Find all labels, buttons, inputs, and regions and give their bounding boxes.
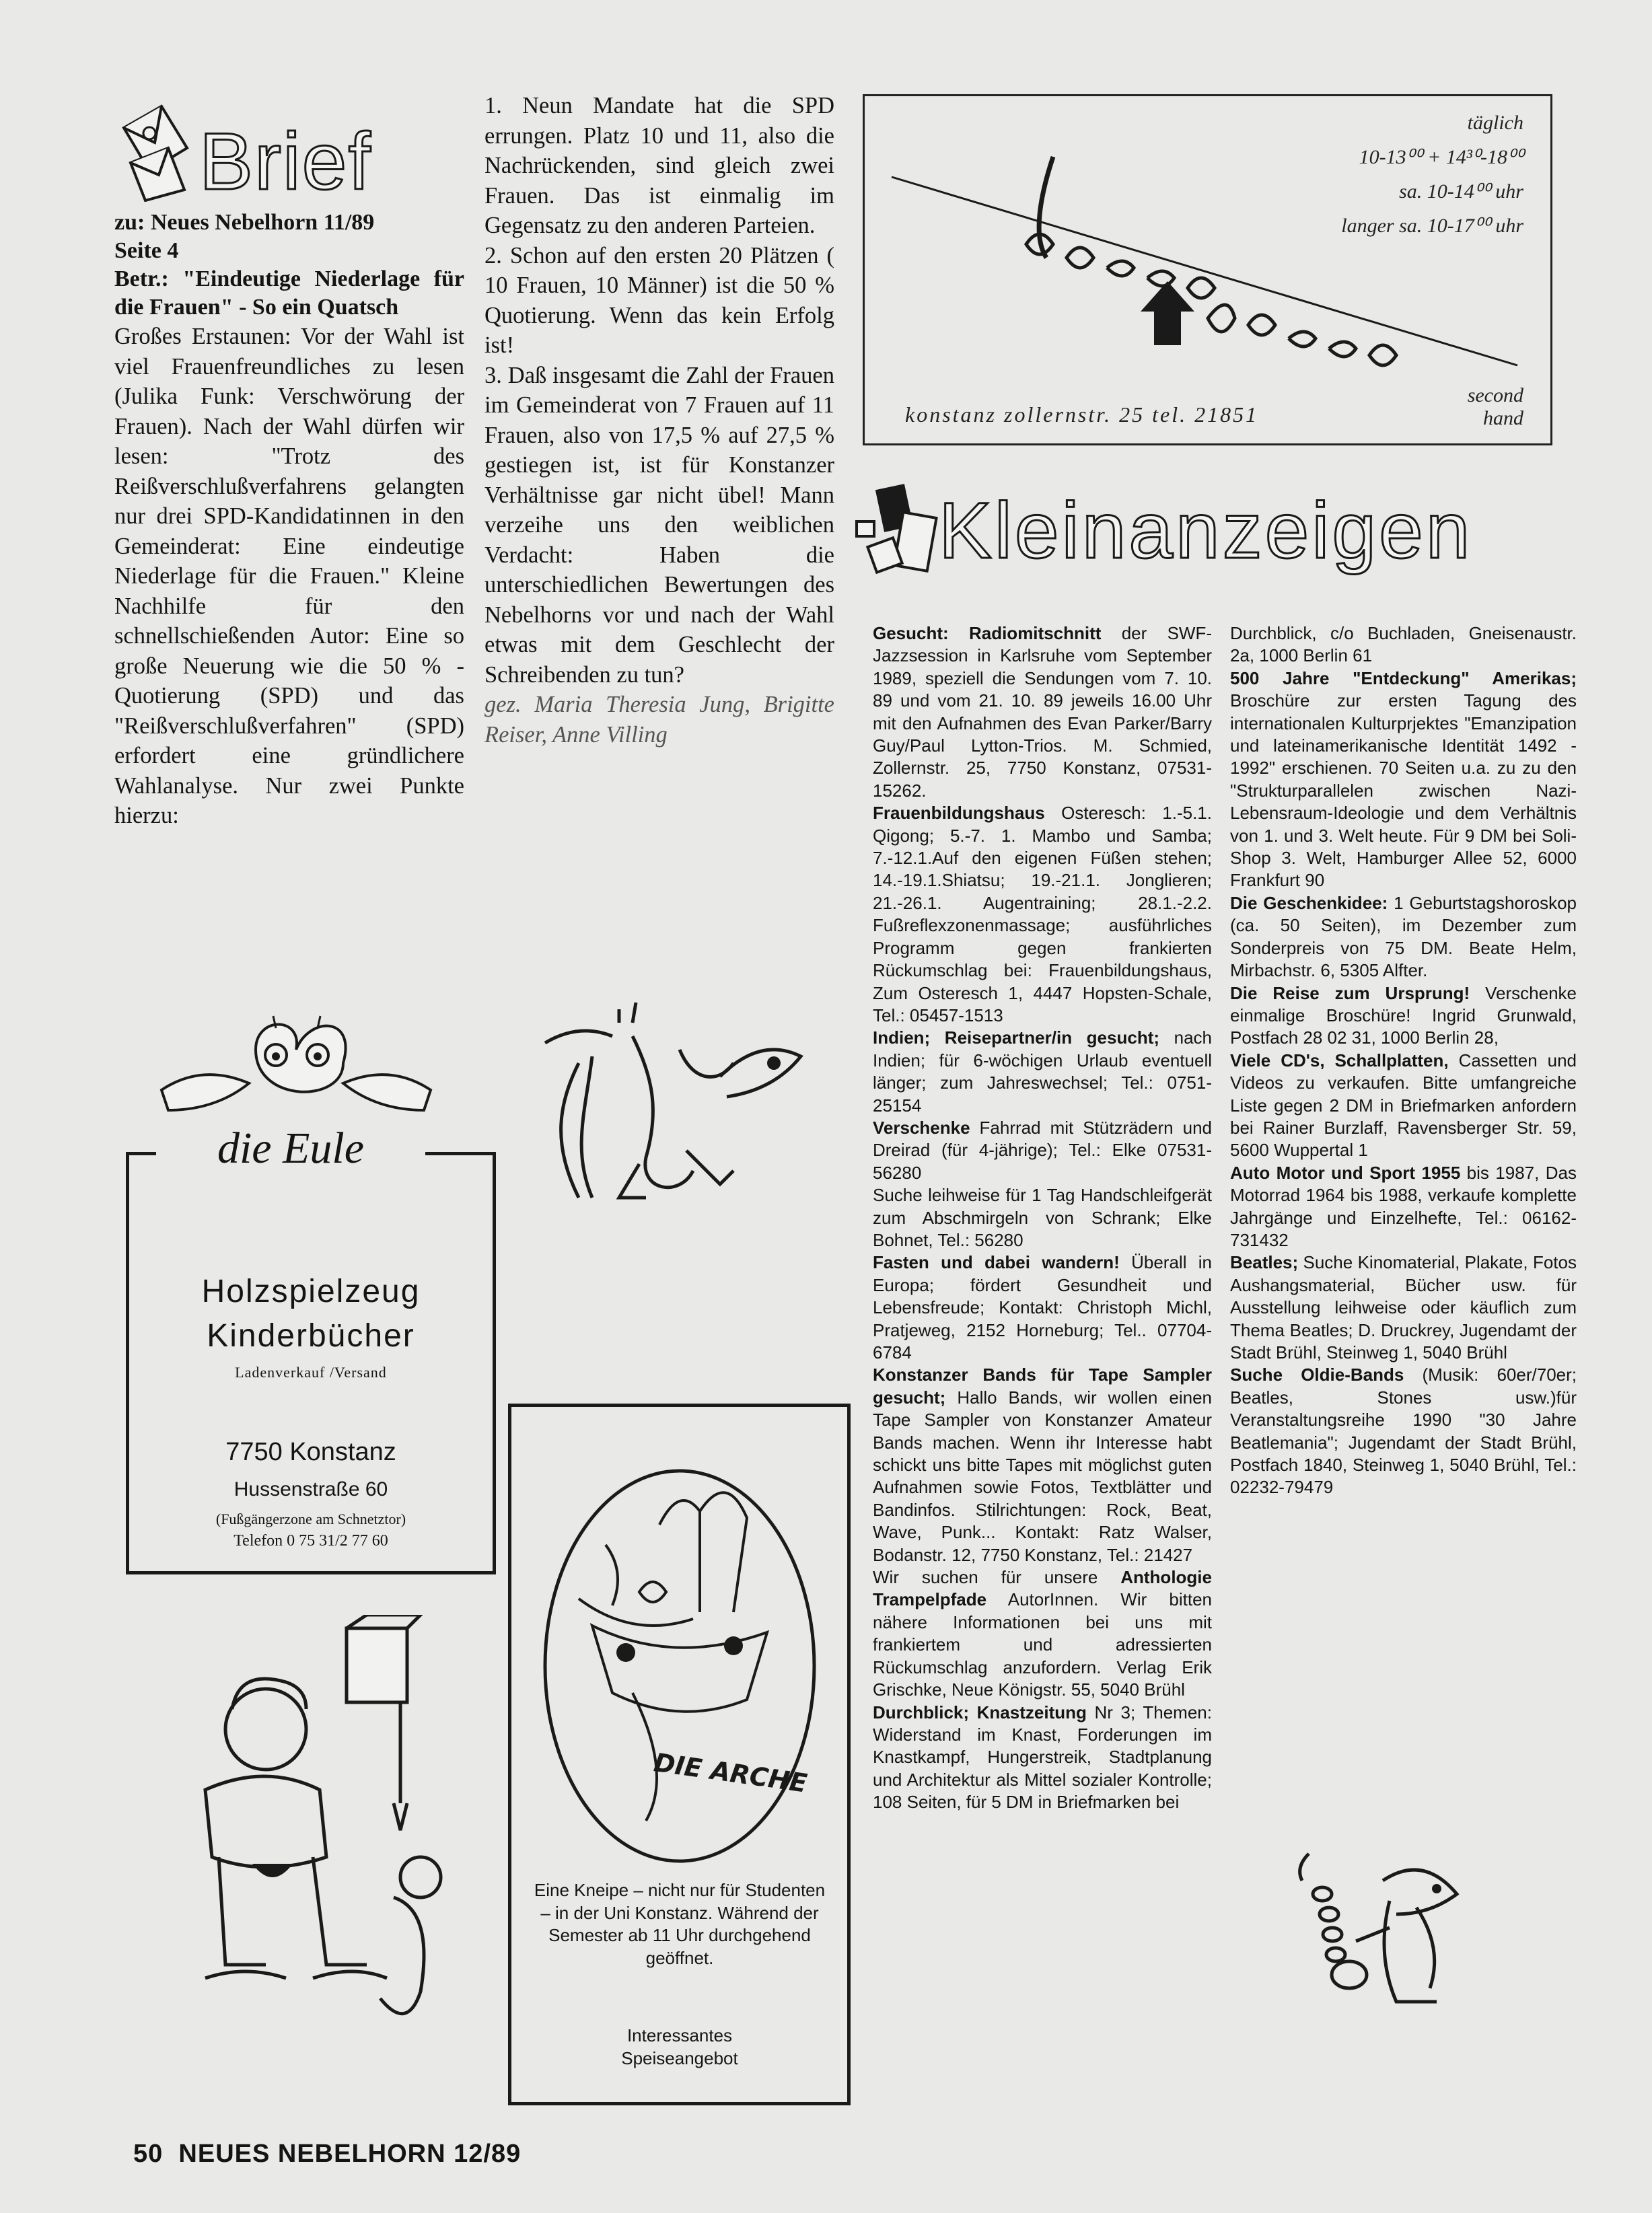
classified-ad: Wir suchen für unsere Anthologie Trampelpfade AutorInnen. Wir bitten nähere Informationen bei uns mit frankiertem und adressierten Rückumschlag anzufordern. Verlag Erik Grischke, Neue Königstr. 55, 5040 Brühl — [873, 1567, 1212, 1700]
page-number: 50 — [133, 2140, 164, 2168]
shop-tagline — [1468, 384, 1523, 430]
kleinanzeigen-title: Kleinanzeigen — [939, 486, 1473, 575]
letter-column — [114, 74, 470, 831]
eule-line: Kinderbücher — [207, 1318, 415, 1354]
hours-line: 10-13⁰⁰ + 14³⁰-18⁰⁰ — [1359, 146, 1523, 168]
eule-zone: (Fußgängerzone am Schnetztor) — [215, 1511, 406, 1527]
page-footer — [133, 2140, 521, 2169]
classified-ad: Fasten und dabei wandern! Überall in Europa; fördert Gesundheit und Lebensfreude; Kontakt: Christoph Michl, Pratjeweg, 2152 Horneburg; Tel.. 07704-6784 — [873, 1252, 1213, 1363]
letter-ref-line: Betr.: "Eindeutige Niederlage für die Frauen" - So ein Quatsch — [114, 266, 464, 320]
eule-street: Hussenstraße 60 — [234, 1478, 388, 1500]
eule-sales: Ladenverkauf /Versand — [235, 1364, 387, 1381]
classified-ad: Die Geschenkidee: 1 Geburtstagshoroskop (ca. 50 Seiten), im Dezember zum Sonderpreis von 75 DM. Beate Helm, Mirbachstr. 6, 5305 Alfter. — [1230, 892, 1577, 981]
opening-hours — [1341, 106, 1523, 243]
secondhand-shop-ad — [863, 94, 1552, 445]
shop-address: konstanz zollernstr. 25 tel. 21851 — [905, 402, 1259, 427]
hours-line: sa. 10-14⁰⁰ uhr — [1399, 180, 1523, 203]
letter-body: Großes Erstaunen: Vor der Wahl ist viel Frauenfreundliches zu lesen (Julika Funk: Verschwörung der Frauen). Nach der Wahl dürfen wir lesen: "Trotz des Reißverschlußverfahrens gelangten nur drei SPD-Kandidatinnen in den Gemeinderat: Eine eindeutige Niederlage für die Frauen." Kleine Nachhilfe für den schnellschießenden Autor: Eine so große Neuerung wie die 50 % -Quotierung (SPD) und das "Reißverschlußverfahren" (SPD) erfordert eine gründlichere Wahlanalyse. Nur zwei Punkte hierzu: — [114, 324, 470, 828]
eule-phone: Telefon 0 75 31/2 77 60 — [234, 1532, 388, 1550]
letter-point: 1. Neun Mandate hat die SPD errungen. Platz 10 und 11, also die Nachrückenden, sind gleich zwei Frauen. Das ist einmalig im Gegensatz zu den anderen Parteien. — [484, 93, 834, 238]
letter-ref-line: Seite 4 — [114, 238, 179, 263]
classified-ad: Suche leihweise für 1 Tag Handschleifgerät zum Abschmirgeln von Schrank; Elke Bohnet, Tel.: 56280 — [873, 1185, 1212, 1250]
letter-ref-line: zu: Neues Nebelhorn 11/89 — [114, 210, 375, 235]
tagline-line: second — [1467, 384, 1523, 406]
classified-ad: Konstanzer Bands für Tape Sampler gesucht; Hallo Bands, wir wollen einen Tape Sampler von Konstanzer Amateur Bands machen. Wenn ihr Interesse habt schickt uns bitte Tapes mit möglichst guten Aufnahmen sowie Fotos, Textblätter und Bandinfos. Stilrichtungen: Rock, Beat, Wave, Punk... Kontakt: Ratz Walser, Bodanstr. 12, 7750 Konstanz, Tel.: 21427 — [873, 1365, 1212, 1565]
arche-pub-ad — [508, 1404, 851, 2105]
eule-line: Holzspielzeug — [201, 1274, 421, 1309]
classified-ad: Viele CD's, Schallplatten, Cassetten und Videos zu verkaufen. Bitte umfangreiche Liste gegen 2 DM in Briefmarken anfordern bei Rainer Burzlaff, Ravensberger Str. 59, 5600 Wuppertal 1 — [1230, 1050, 1577, 1161]
classified-ad: Die Reise zum Ursprung! Verschenke einmalige Broschüre! Ingrid Grunwald, Postfach 28 02 31, 1000 Berlin 28, — [1230, 982, 1577, 1048]
classified-ad: 500 Jahre "Entdeckung" Amerikas; Broschüre zur ersten Tagung des internationalen Kulturprjektes "Emanzipation und lateinamerikanische Identität 1492 - 1992" erschienen. 70 Seiten u.a. zu zu den "Strukturparallelen zwischen Nazi-Lebensraum-Ideologie und dem Verhältnis von 1. und 3. Welt heute. Für 9 DM bei Soli-Shop 3. Welt, Hamburger Allee 52, 6000 Frankfurt 90 — [1230, 667, 1577, 891]
classified-ad: Beatles; Suche Kinomaterial, Plakate, Fotos Aushangsmaterial, Bücher usw. für Ausstellung leihweise oder käuflich zum Thema Beatles; D. Druckrey, Jugendamt der Stadt Brühl, Steinweg 1, 5040 Brühl — [1230, 1252, 1577, 1363]
letter-signature: gez. Maria Theresia Jung, Brigitte Reiser, Anne Villing — [484, 692, 834, 748]
letter-point: 3. Daß insgesamt die Zahl der Frauen im Gemeinderat von 7 Frauen auf 11 Frauen, also von 17,5 % auf 27,5 % gestiegen ist, ist für Konstanzer Verhältnisse gar nicht übel! Mann verzeihe uns den weiblichen Verdacht: Haben die unterschiedlichen Bewertungen des Nebelhorns vor und nach der Wahl etwas mit dem Geschlecht der Schreibenden zu tun? — [484, 362, 834, 688]
eule-toy-shop-ad — [126, 1124, 496, 1574]
classified-ad: Auto Motor und Sport 1955 bis 1987, Das Motorrad 1964 bis 1988, verkaufe komplette Jahrgänge und Einzelhefte, Tel.: 06162-731432 — [1230, 1162, 1577, 1250]
classified-ad: Frauenbildungshaus Osteresch: 1.-5.1. Qigong; 5.-7. 1. Mambo und Samba; 7.-12.1.Auf den eigenen Füßen stehen; 14.-19.1.Shiatsu; 19.-21.1. Jonglieren; 21.-26.1. Augentraining; 28.1.-2.2. Fußreflexzonenmassage; ausführliches Programm gegen frankierten Rückumschlag bei: Frauenbildungshaus, Zum Osteresch 1, 4447 Hopsten-Schale, Tel.: 05457-1513 — [873, 803, 1212, 1025]
classified-ad: Suche Oldie-Bands (Musik: 60er/70er; Beatles, Stones usw.)für Veranstaltungsreihe 1990 "30 Jahre Beatlemania"; Jugendamt der Stadt Brühl, Postfach 1840, Steinweg 1, 5040 Brühl, Tel.: 02232-79479 — [1230, 1365, 1577, 1498]
sick-man-illustration — [165, 1615, 468, 2045]
magazine-title: NEUES NEBELHORN 12/89 — [178, 2140, 522, 2168]
letter-column-2 — [484, 91, 834, 750]
eule-city: 7750 Konstanz — [225, 1438, 396, 1466]
arche-description: Eine Kneipe – nicht nur für Studenten – in der Uni Konstanz. Während der Semester ab 11 Uhr durchgehend geöffnet. — [534, 1880, 826, 1968]
classifieds-column-1 — [873, 622, 1212, 1814]
classified-ad: Indien; Reisepartner/in gesucht; nach Indien; für 6-wöchigen Urlaub eventuell länger; zum Jahreswechsel; Tel.: 0751-25154 — [873, 1027, 1212, 1116]
hours-line: langer sa. 10-17⁰⁰ uhr — [1341, 215, 1523, 237]
letter-envelope-icon — [114, 101, 195, 202]
arche-logo-text: DIE ARCHE — [652, 1747, 810, 1799]
classified-ad: Gesucht: Radiomitschnitt der SWF-Jazzsession in Karlsruhe vom September 1989, speziell die Sendungen vom 7. 10. 89 und vom 21. 10. 89 jeweils 16.00 Uhr mit den Aufnahmen des Evan Parker/Barry Guy/Paul Lytton-Trios. M. Schmied, Zollernstr. 25, 7750 Konstanz, 07531-15262. — [873, 623, 1212, 801]
tagline-line: hand — [1483, 407, 1523, 429]
classifieds-column-2 — [1230, 622, 1577, 1499]
letter-point: 2. Schon auf den ersten 20 Plätzen ( 10 Frauen, 10 Männer) ist die 50 % Quotierung. Wenn das kein Erfolg ist! — [484, 242, 834, 358]
eule-logo-text: die Eule — [156, 1122, 425, 1175]
arche-food-note: Interessantes Speiseangebot — [621, 2025, 738, 2068]
classified-ad: Durchblick; Knastzeitung Nr 3; Themen: Widerstand im Knast, Forderungen im Knastkampf, Hungerstreik, Stadtplanung und Architektur als Mittel sozialer Kontrolle; 108 Seiten, für 5 DM in Briefmarken bei — [873, 1702, 1212, 1813]
hours-line: täglich — [1467, 112, 1523, 134]
classified-ad: Verschenke Fahrrad mit Stützrädern und Dreirad (für 4-jährige); Tel.: Elke 07531-56280 — [873, 1117, 1212, 1183]
arche-logo-illustration — [538, 1464, 821, 1868]
brief-title: Brief — [199, 116, 372, 207]
brief-heading — [114, 74, 464, 207]
rat-illustration — [518, 996, 828, 1218]
mouse-chain-illustration — [1282, 1840, 1484, 2015]
classified-ad: Durchblick, c/o Buchladen, Gneisenaustr. 2a, 1000 Berlin 61 — [1230, 623, 1577, 666]
